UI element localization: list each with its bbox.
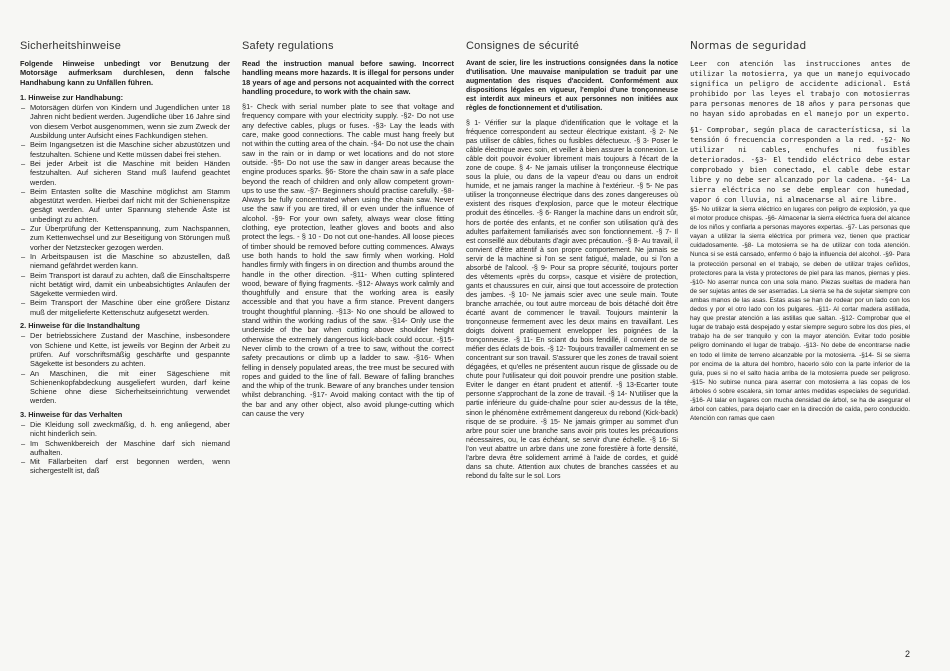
french-heading: Consignes de sécurité bbox=[466, 40, 580, 52]
french-column bbox=[466, 40, 678, 640]
list-item: – Im Schwenkbereich der Maschine darf sich niemand aufhalten. bbox=[30, 439, 230, 458]
list-item: – An Maschinen, die mit einer Sägeschiene mit Schienenkopfabdeckung ausgeliefert wurden, darf keine Schiene ohne diese Sicherheitseinrichtung verwendet werden. bbox=[30, 369, 230, 406]
german-column bbox=[20, 40, 230, 640]
german-section1-list bbox=[20, 103, 230, 317]
list-item: – Mit Fällarbeiten darf erst begonnen werden, wenn sichergestellt ist, daß bbox=[30, 457, 230, 476]
english-heading: Safety regulations bbox=[242, 40, 334, 52]
german-section1-title: 1. Hinweise zur Handhabung: bbox=[20, 92, 124, 102]
list-item: – In Arbeitspausen ist die Maschine so abzustellen, daß niemand gefährdet werden kann. bbox=[30, 252, 230, 271]
spanish-body-a: §1- Comprobar, según placa de característicsa, si la tensión ó frecuencia corresponden a la red. -§2- No utilizar ni cables, enchufes ni fusibles deteriorados. -§3- El tendido eléctrico debe estar comprobado y bien conectado, el cable debe estar libre y no debe ser alcanzado por la cadena. -§4- La sierra eléctrica no se debe emplear con humedad, vapor ó con lluvia, ni almacenarse al aire libre. bbox=[690, 125, 910, 204]
french-intro: Avant de scier, lire les instructions consignées dans la notice d'utilisation. Une mauvaise manipulation se traduit par une augmentation des risques d'accident. Conformément aux dispositions légales en vigueur, l'emploi d'une tronçonneuse est interdit aux mineurs et aux personnes non initiées aux règles de fonctionnement et d'utilisation. bbox=[466, 60, 678, 112]
list-item: – Beim Ingangsetzen ist die Maschine sicher abzustützen und festzuhalten. Schiene und Kette müssen dabei frei stehen. bbox=[30, 140, 230, 159]
english-body: §1- Check with serial number plate to see that voltage and frequency compare with your electricity supply. -§2- Do not use any defective cables, plugs or fuses. -§3- Lay the leads with care, make good connections. The cable must hang freely but not within the cutting area of the chain. -§4- Do not use the chain saw in the rain or in damp or wet locations and do not store outside. -§5- Do not use the saw in danger areas because the engine produces sparks. §6- Store the chain saw in a safe place beyond the reach of children and only allow competent grown-ups to use the saw. -§7- Beginners should practise carefully. -§8- Always be fully concentrated when using the chain saw. Never use the saw if you are tired, ill or even under the influence of alcohol. -§9- For your own safety, always wear close fitting clothing, eye protection, leather gloves and boots and also protect the legs. - § 10 - Do not cut one-handes. All loose pieces of timber should be removed before cutting commences. Always use both hands to hold the saw firmly when working. Hold handles firmly with fingers in on direction and thumbs around the handle in the other direction. -§11- When cutting splintered wood, beware of flying fragments. -§12- Always work calmly and thoughtfully and ensure that the working area is easily accessible and that you have a firm stance. Prevent dangers trought thoughtful planning. -§13- No one should be allowed to stand within the working radius of the saw. -§14- Only use the underside of the bar when cutting above shoulder height otherwise the extremely dangerous kick-back could occur. -§15- Never climb to the crown of a tree to saw, without the correct safety precautions or climb up a ladder to saw. -§16- When felling in densely populated areas, the tree must be secured with ropes and guided to the line of fall. Beware of falling branches and the whip of the trunk. Beware of any branches under tension whilst debranching. -§17- Avoid making contact with the tip of the bar and any other object, also avoid plunge-cutting which can cause the very bbox=[242, 102, 454, 418]
list-item: – Zur Überprüfung der Kettenspannung, zum Nachspannen, zum Kettenwechsel und zur Beseitigung von Störungen muß vorher der Netzstecker gezogen werden. bbox=[30, 224, 230, 252]
spanish-column bbox=[690, 40, 910, 640]
german-section2-title: 2. Hinweise für die Instandhaltung bbox=[20, 321, 140, 331]
list-item: – Beim Entasten sollte die Maschine möglichst am Stamm abgestützt werden. Hierbei darf nicht mit der Schienenspitze gesägt werden. Auf unter Spannung stehende Äste ist unbedingt zu achten. bbox=[30, 187, 230, 224]
german-section2-list bbox=[20, 331, 230, 405]
list-item: – Bei jeder Arbeit ist die Maschine mit beiden Händen festzuhalten. Auf sicheren Stand muß laufend geachtet werden. bbox=[30, 159, 230, 187]
spanish-intro: Leer con atención las instrucciones antes de utilizar la motosierra, ya que un manejo equivocado significa un peligro de accidente adicional. Está prohibido por las leyes el trabajo con motosierras para personas menores de 18 años y para personas que no hayan sido aprobadas en el manejo por un experto. bbox=[690, 59, 910, 118]
german-section3-title: 3. Hinweise für das Verhalten bbox=[20, 409, 123, 419]
english-column bbox=[242, 40, 454, 640]
german-section3-list bbox=[20, 420, 230, 476]
german-intro: Folgende Hinweise unbedingt vor Benutzung der Motorsäge aufmerksam durchlesen, denn falsche Handhabung kann zu Unfällen führen. bbox=[20, 59, 230, 87]
spanish-body-b: §5- No utilizar la sierra eléctrico en lugares con peligro de explosión, ya que el motor produce chispas. -§6- Almacenar la sierra eléctrica fuera del alcance de los niños y confiarla a personas mayores expertas. -§7- Las personas que vayan a utilizar la sierra eléctrica por primera vez, tienen que practicar cuidadosamente. -§8- La motosierra se ha de utilizar con toda atención. Nunca si se está cansado, enfermo ó bajo la influencia del alcohol. -§9- Para la protección personal en el trabajo, se deben de utilizar trajes ceñidos, protectores para la vista y protectores de piel para las manos, piernas y pies. -§10- No aserrar nunca con una sola mano. Piezas sueltas de madera han de ser sujetas antes de ser aserradas. La sierra se ha de sujetar siempre con ambas manos de las asas. Estas asas se han de rodear por un lado con los dedos y por el otro lado con los pulgares. -§11- Al cortar madera astillada, hay que prestar atención a las astillas que saltan. -§12- Comprobar que el lugar de trabajo está despejado y estar siempre seguro sobre los dos pies, el trabajo ha de ser tranquilo y con la mayor atención. Evitar todo posible peligro dominando el lugar de trabajo. -§13- No debe de encontrarse nadie en todo el límite de terreno alcanzable por la motosierra. -§14- Si se sierra por encima de la altura del hombro, hacerlo sólo con la parte inferior de la guía, pues si no el salto hacia arriba de la motosierra puede ser peligroso. -§15- No subirse nunca para aserrar con motosierra a las copas de los árboles ó sobre escalera, sin tomar antes medidas especiales de seguridad. -§16- Al talar en lugares con mucha densidad de árbol, se ha de asegurar el árbol con cables, para dejarlo caer en la dirección de caída, pero conducido. Atención con ramas que caen bbox=[690, 206, 910, 423]
german-heading: Sicherheitshinweise bbox=[20, 40, 122, 52]
page-number: 2 bbox=[904, 649, 910, 659]
list-item: – Beim Transport der Maschine über eine größere Distanz muß der mitgelieferte Kettenschutz aufgesetzt werden. bbox=[30, 298, 230, 317]
english-intro: Read the instruction manual before sawing. Incorrect handling means more hazards. It is illegal for persons under 18 years of age and persons not acquainted with the correct handling procedure, to work with the chain saw. bbox=[242, 59, 454, 96]
list-item: – Beim Transport ist darauf zu achten, daß die Einschaltsperre nicht betätigt wird, damit ein unbeabsichtigtes Anlaufen der Sägekette vermieden wird. bbox=[30, 271, 230, 299]
french-body: § 1- Vérifier sur la plaque d'identification que le voltage et la fréquence correspondent au secteur électrique existant. -§ 2- Ne pas utiliser de câbles, fiches ou fusibles défectueux. -§ 3- Poser le câble électrique avec soin, et veiller à bien assurer la connexion. Le câble doit pouvoir évoluer librement mais toujours à l'écart de la zone de coupe. § 4- Ne jamais utiliser la tronçonneuse électrique sous la pluie, ou dans de la vapeur d'eau ou dans un endroit humide, et ne jamais ranger la machine à l'extérieur. -§ 5- Ne pas utiliser la tronçonneuse électrique dans des zones dangereuses où existent des risques d'explosion, parce que le moteur électrique produit des étincelles. -§ 6- Ranger la machine dans un endroit sûr, hors de portée des enfants, et ne confier son utilisation qu'à des adultes parfaitement familiarisés avec son fonctionnement. -§ 7- Il est conseillé aux débutants d'agir avec précaution. -§ 8- Au travail, il convient d'être attentif à son propre comportement. Ne jamais se servir de la machine si l'on se sent fatigué, malade, ou si l'on a absorbé de l'alcool. -§ 9- Pour sa propre sécurité, toujours porter des vêtements «près du corps», casque et visière de protection, gants et chaussures en cuir, ainsi que tout accessoire de protection des jambes. -§ 10- Ne jamais scier avec une seule main. Toute branche arrachée, ou tout autre morceau de bois détaché doit être écarté avant de commencer le travail. Toujours maintenir la tronçonneuse fermement avec les deux mains en travaillant. Les doigts doivent pratiquement envelopper les poignées de la tronçonneuse. -§ 11- En sciant du bois fendillé, il convient de se méfier des éclats de bois. -§ 12- Toujours travailler calmement en se concentrant sur son travail. S'assurer que les zones de travail soient dégagées, et qu'elles ne présentent aucun risque de glissade ou de chute pour l'utilisateur qui doit pouvoir prendre une position stable. Eviter le danger en étant prudent et attentif. -§ 13-Ecarter toute personne s'approchant de la zone de travail. -§ 14- N'utiliser que la partie inférieure du guide-chaîne pour scier au-dessus de la tête, sinon le phénomène extrêmement dangereux du rebond (Kick-back) risque de se produire. -§ 15- Ne jamais grimper au sommet d'un arbre pour scier une branche sans avoir pris toutes les précautions nécessaires, ou, le cas échéant, se servir d'une échelle. -§ 16- Si l'on veut abattre un arbre dans une zone forestière à forte densité, l'arbre devra être solidement arrimé à l'aide de cordes, et guidé dans sa chute. Attention aux chutes de branches cassées et au rebond du faîte sur le sol. Lors bbox=[466, 120, 678, 480]
list-item: – Motorsägen dürfen von Kindern und Jugendlichen unter 18 Jahren nicht bedient werden. Jugendliche über 16 Jahre sind von diesem Verbot ausgenommen, wenn sie zum Zweck der Ausbildung unter Aufsicht eines Fachkundigen stehen. bbox=[30, 103, 230, 140]
list-item: – Die Kleidung soll zweckmäßig, d. h. eng anliegend, aber nicht hinderlich sein. bbox=[30, 420, 230, 439]
spanish-heading: Normas de seguridad bbox=[690, 40, 807, 52]
list-item: – Der betriebssichere Zustand der Maschine, insbesondere von Schiene und Kette, ist jeweils vor Beginn der Arbeit zu prüfen. Auf vorschriftsmäßig geschärfte und gespannte Sägekette ist besonders zu achten. bbox=[30, 331, 230, 368]
